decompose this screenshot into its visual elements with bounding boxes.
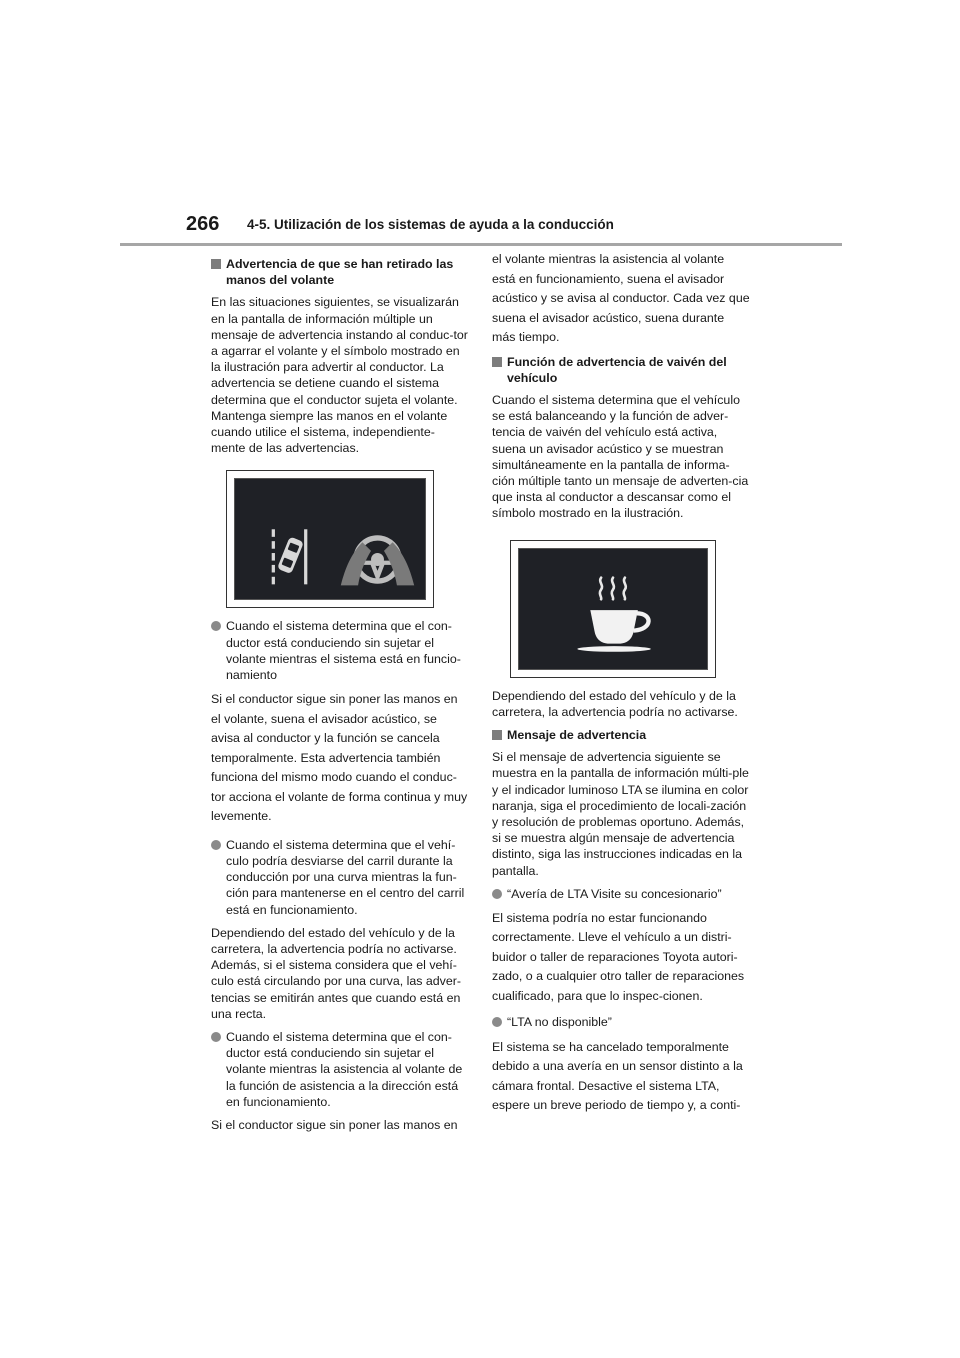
- bullet-text: Cuando el sistema determina que el vehí-culo podría desviarse del carril durante la conducción por una curva mientras la fun-ción para mantenerse en el centro del carril está en funcionamiento.: [226, 837, 465, 917]
- paragraph: Dependiendo del estado del vehículo y de la carretera, la advertencia podría no activarse. Además, si el sistema considera que el vehí-culo está circulando por una curva, las adver-tencias se emitirán antes que cuando está en una recta.: [211, 925, 462, 1021]
- heading-text: Mensaje de advertencia: [507, 727, 647, 742]
- display-screen: [518, 548, 708, 670]
- figure-hands-off-display: [226, 470, 434, 608]
- coffee-cup-icon: [577, 577, 650, 651]
- display-illustration: [235, 479, 425, 599]
- square-bullet-icon: [492, 357, 502, 367]
- square-bullet-icon: [492, 730, 502, 740]
- round-bullet-icon: [211, 1032, 221, 1042]
- heading-sway-warning: [492, 354, 750, 386]
- paragraph: El sistema se ha cancelado temporalmente debido a una avería en un sensor distinto a la cámara frontal. Desactive el sistema LTA, espere un breve periodo de tiempo y, a conti-: [492, 1039, 743, 1113]
- paragraph: el volante mientras la asistencia al volante está en funcionamiento, suena el avisador acústico y se avisa al conductor. Cada vez que suena el avisador acústico, suena durante más tiempo.: [492, 252, 750, 344]
- paragraph: El sistema podría no estar funcionando correctamente. Lleve el vehículo a un distri-buidor o taller de reparaciones Toyota autori-zado, o a cualquier otro taller de reparaciones cualificado, para que lo inspec-cionen.: [492, 910, 745, 1003]
- page-number: 266: [186, 213, 220, 235]
- display-screen: [234, 478, 426, 600]
- bullet-item: [492, 886, 750, 902]
- heading-text: Advertencia de que se han retirado las manos del volante: [226, 257, 454, 288]
- lane-departure-icon: [272, 530, 308, 585]
- heading-text: Función de advertencia de vaivén del vehículo: [507, 354, 727, 385]
- header-rule: [120, 243, 842, 246]
- bullet-item: [211, 837, 469, 918]
- round-bullet-icon: [211, 840, 221, 850]
- right-column: [492, 250, 750, 1119]
- section-title: 4-5. Utilización de los sistemas de ayuda a la conducción: [247, 217, 614, 232]
- bullet-text: Cuando el sistema determina que el con-ductor está conduciendo sin sujetar el volante mientras la asistencia al volante de la función de asistencia a la dirección está en funcionamiento.: [226, 1029, 463, 1109]
- round-bullet-icon: [211, 621, 221, 631]
- left-column: [211, 256, 469, 1140]
- paragraph: Si el mensaje de advertencia siguiente se muestra en la pantalla de información múlti-ple y el indicador luminoso LTA se ilumina en color naranja, siga el procedimiento de locali-zación y resolución de problemas oportuno. Además, si se muestra algún mensaje de advertencia distinto, siga las instrucciones indicadas en la pantalla.: [492, 750, 749, 878]
- bullet-item: [211, 1029, 469, 1110]
- bullet-item: [492, 1014, 750, 1030]
- display-illustration: [519, 549, 707, 669]
- bullet-item: [211, 618, 469, 683]
- paragraph: Dependiendo del estado del vehículo y de la carretera, la advertencia podría no activarse.: [492, 688, 738, 719]
- hands-on-steering-wheel-icon: [341, 538, 414, 586]
- round-bullet-icon: [492, 1017, 502, 1027]
- bullet-text: “LTA no disponible”: [507, 1015, 612, 1030]
- paragraph: En las situaciones siguientes, se visualizarán en la pantalla de información múltiple un mensaje de advertencia instando al conduc-tor a agarrar el volante y el símbolo mostrado en la ilustración para advertir al conductor. La advertencia se detiene cuando el sistema determina que el conductor sujeta el volante. Mantenga siempre las manos en el volante cuando utilice el sistema, independiente-mente de las advertencias.: [211, 295, 468, 456]
- bullet-text: Cuando el sistema determina que el con-ductor está conduciendo sin sujetar el volante mientras el sistema está en funcio-namiento: [226, 619, 461, 683]
- heading-warning-message: [492, 727, 750, 743]
- figure-rest-suggestion-display: [510, 540, 716, 678]
- paragraph: Cuando el sistema determina que el vehículo se está balanceando y la función de adver-tencia de vaivén del vehículo está activa, suena un avisador acústico y se muestran simultáneamente en la pantalla de informa-ción múltiple tanto un mensaje de adverten-cia que insta al conductor a descansar como el símbolo mostrado en la ilustración.: [492, 392, 749, 521]
- paragraph: Si el conductor sigue sin poner las manos en: [211, 1118, 458, 1132]
- round-bullet-icon: [492, 889, 502, 899]
- square-bullet-icon: [211, 259, 221, 269]
- paragraph: Si el conductor sigue sin poner las manos en el volante, suena el avisador acústico, se avisa al conductor y la función se cancela temporalmente. Esta advertencia también funciona del mismo modo cuando el conduc-tor acciona el volante de forma continua y muy levemente.: [211, 692, 468, 824]
- bullet-text: “Avería de LTA Visite su concesionario”: [507, 886, 722, 901]
- heading-hands-off-warning: [211, 256, 469, 288]
